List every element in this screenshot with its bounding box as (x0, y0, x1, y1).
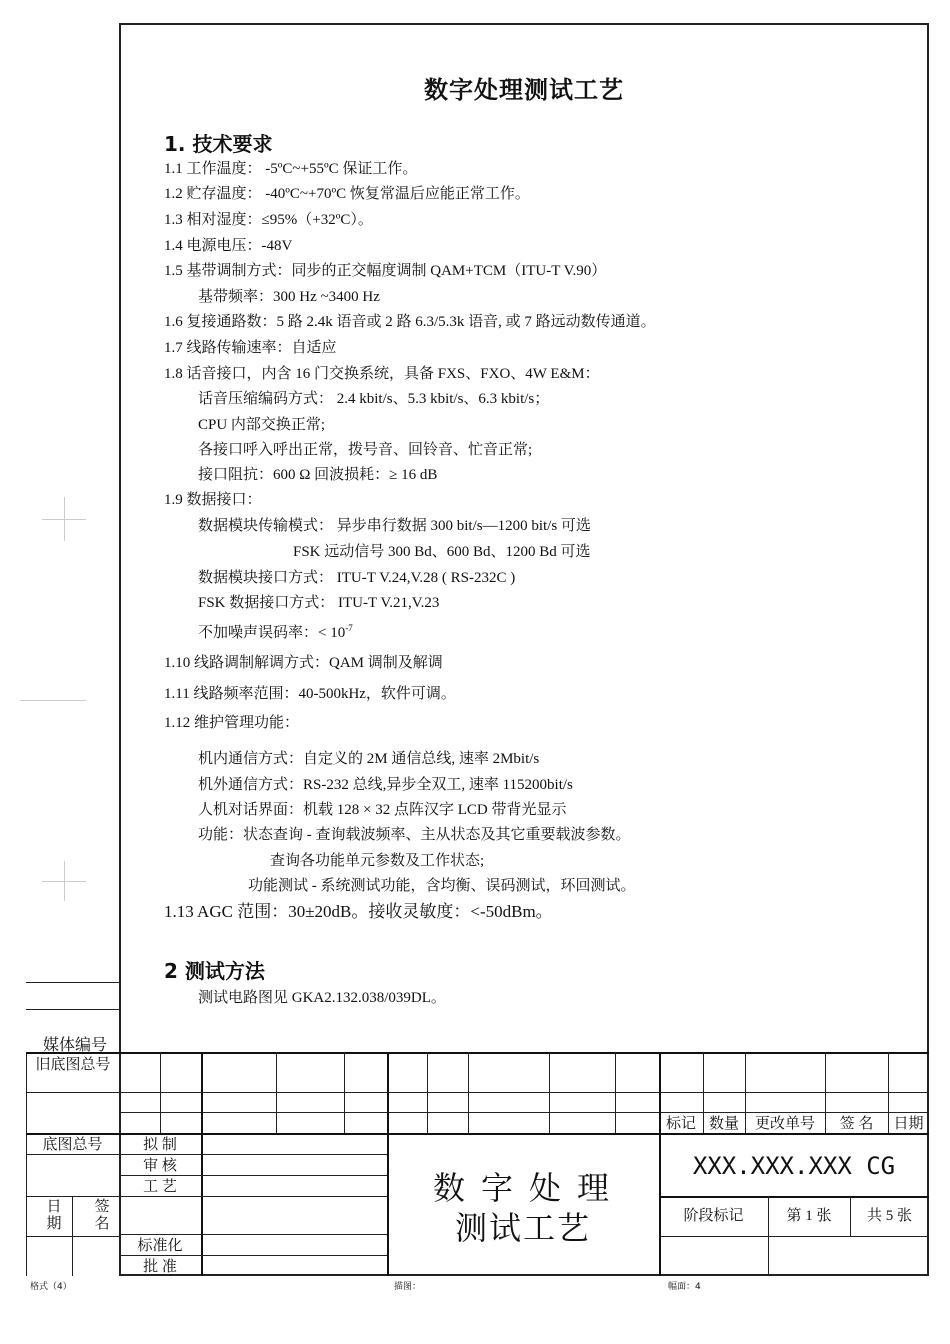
spec-line: 1.1 工作温度： -5ºC~+55ºC 保证工作。 (164, 161, 418, 177)
role-standardization: 标准化 (137, 1238, 183, 1254)
titleblock-line (119, 1112, 929, 1113)
titleblock-line (276, 1052, 277, 1133)
spec-line: 1.2 贮存温度： -40ºC~+70ºC 恢复常温后应能正常工作。 (164, 186, 530, 202)
titleblock-line (659, 1236, 929, 1237)
section-2-heading: 2 测试方法 (164, 959, 265, 983)
footer-trace: 描图： (394, 1282, 422, 1292)
method-line: 测试电路图见 GKA2.132.038/039DL。 (198, 990, 446, 1006)
titleblock-line (468, 1052, 469, 1133)
spec-line: 机外通信方式：RS-232 总线,异步全双工, 速率 115200bit/s (198, 777, 573, 793)
media-number-label: 媒体编号 (42, 1037, 107, 1054)
stage-mark-label: 阶段标记 (683, 1208, 744, 1224)
total-sheets: 共 5 张 (866, 1208, 912, 1224)
role-process: 工 艺 (143, 1179, 177, 1195)
date-label: 日期 (46, 1199, 62, 1232)
role-draft: 拟 制 (143, 1137, 177, 1153)
titleblock-line (119, 1234, 387, 1235)
ber-text: 不加噪声误码率：< 10 (198, 625, 346, 641)
titleblock-line (549, 1052, 550, 1133)
spec-line: 各接口呼入呼出正常，拨号音、回铃音、忙音正常; (198, 442, 533, 458)
spec-line: 人机对话界面：机载 128 × 32 点阵汉字 LCD 带背光显示 (198, 802, 567, 818)
spec-line: 话音压缩编码方式： 2.4 kbit/s、5.3 kbit/s、6.3 kbit/s； (198, 391, 550, 407)
margin-line (26, 982, 119, 983)
margin-line (26, 1009, 119, 1010)
titleblock-line (26, 1052, 929, 1054)
crop-mark (42, 519, 86, 520)
titleblock-line (119, 1255, 387, 1256)
spec-line: 1.9 数据接口： (164, 492, 262, 508)
ber-exponent: -7 (345, 623, 353, 633)
spec-line: 功能：状态查询 - 查询载波频率、主从状态及其它重要载波参数。 (198, 827, 631, 843)
titleblock-line (119, 1092, 929, 1093)
rev-header-mark: 标记 (665, 1116, 696, 1132)
footer-size: 幅面：4 (668, 1282, 701, 1292)
base-total-number-label: 底图总号 (42, 1137, 103, 1153)
doc-name-line-1: 数 字 处 理 (432, 1170, 613, 1206)
section-1-heading: 1. 技术要求 (164, 132, 273, 156)
spec-line: 1.7 线路传输速率：自适应 (164, 340, 337, 356)
titleblock-line (427, 1052, 428, 1133)
crop-mark (20, 700, 86, 701)
rev-header-change-no: 更改单号 (754, 1116, 815, 1132)
spec-line: 1.3 相对湿度：≤95%（+32ºC）。 (164, 212, 373, 228)
spec-line: 接口阻抗：600 Ω 回波损耗：≥ 16 dB (198, 467, 438, 483)
titleblock-line (344, 1052, 345, 1133)
margin-line (26, 1052, 27, 1276)
titleblock-line (119, 1175, 387, 1176)
titleblock-line (615, 1052, 616, 1133)
rev-header-qty: 数量 (708, 1116, 739, 1132)
doc-code: XXX.XXX.XXX CG (692, 1152, 896, 1180)
spec-line: FSK 远动信号 300 Bd、600 Bd、1200 Bd 可选 (293, 544, 591, 560)
role-approve: 批 准 (143, 1259, 177, 1275)
doc-name-line-2: 测试工艺 (454, 1210, 591, 1246)
spec-line: 1.13 AGC 范围：30±20dB。接收灵敏度：<-50dBm。 (164, 902, 553, 921)
titleblock-line (119, 1196, 387, 1197)
spec-line (198, 618, 353, 643)
spec-line: 1.12 维护管理功能： (164, 715, 300, 731)
spec-line: 功能测试 - 系统测试功能，含均衡、误码测试，环回测试。 (248, 878, 636, 894)
spec-line: 1.11 线路频率范围：40-500kHz，软件可调。 (164, 686, 456, 702)
spec-line: 1.6 复接通路数：5 路 2.4k 语音或 2 路 6.3/5.3k 语音, 或 7 路远动数传通道。 (164, 314, 656, 330)
sign-label: 签名 (94, 1199, 110, 1232)
spec-line: 查询各功能单元参数及工作状态; (270, 853, 485, 869)
rev-header-date: 日期 (893, 1116, 924, 1132)
titleblock-line (201, 1052, 203, 1276)
spec-line: 数据模块接口方式： ITU-T V.24,V.28 ( RS-232C ) (198, 570, 516, 586)
titleblock-line (119, 1154, 387, 1155)
titleblock-line (160, 1052, 161, 1133)
rev-header-sign: 签 名 (839, 1116, 874, 1132)
titleblock-line (659, 1196, 929, 1198)
spec-line: CPU 内部交换正常; (198, 417, 326, 433)
spec-line: 1.5 基带调制方式：同步的正交幅度调制 QAM+TCM（ITU-T V.90） (164, 263, 607, 279)
spec-line: FSK 数据接口方式： ITU-T V.21,V.23 (198, 595, 440, 611)
footer-format: 格式（4） (30, 1282, 72, 1292)
margin-line (26, 1092, 119, 1093)
margin-line (72, 1196, 73, 1276)
margin-line (26, 1154, 119, 1155)
spec-line: 数据模块传输模式： 异步串行数据 300 bit/s—1200 bit/s 可选 (198, 518, 591, 534)
role-review: 审 核 (143, 1158, 177, 1174)
document-title: 数字处理测试工艺 (424, 76, 624, 104)
spec-line: 基带频率：300 Hz ~3400 Hz (198, 289, 380, 305)
sheet-number: 第 1 张 (786, 1208, 832, 1224)
spec-line: 机内通信方式：自定义的 2M 通信总线, 速率 2Mbit/s (198, 751, 540, 767)
old-base-number-label: 旧底图总号 (35, 1057, 111, 1073)
spec-line: 1.8 话音接口，内含 16 门交换系统，具备 FXS、FXO、4W E&M： (164, 366, 600, 382)
crop-mark (42, 881, 86, 882)
spec-line: 1.4 电源电压：-48V (164, 238, 293, 254)
spec-line: 1.10 线路调制解调方式：QAM 调制及解调 (164, 655, 443, 671)
titleblock-line (26, 1133, 929, 1135)
